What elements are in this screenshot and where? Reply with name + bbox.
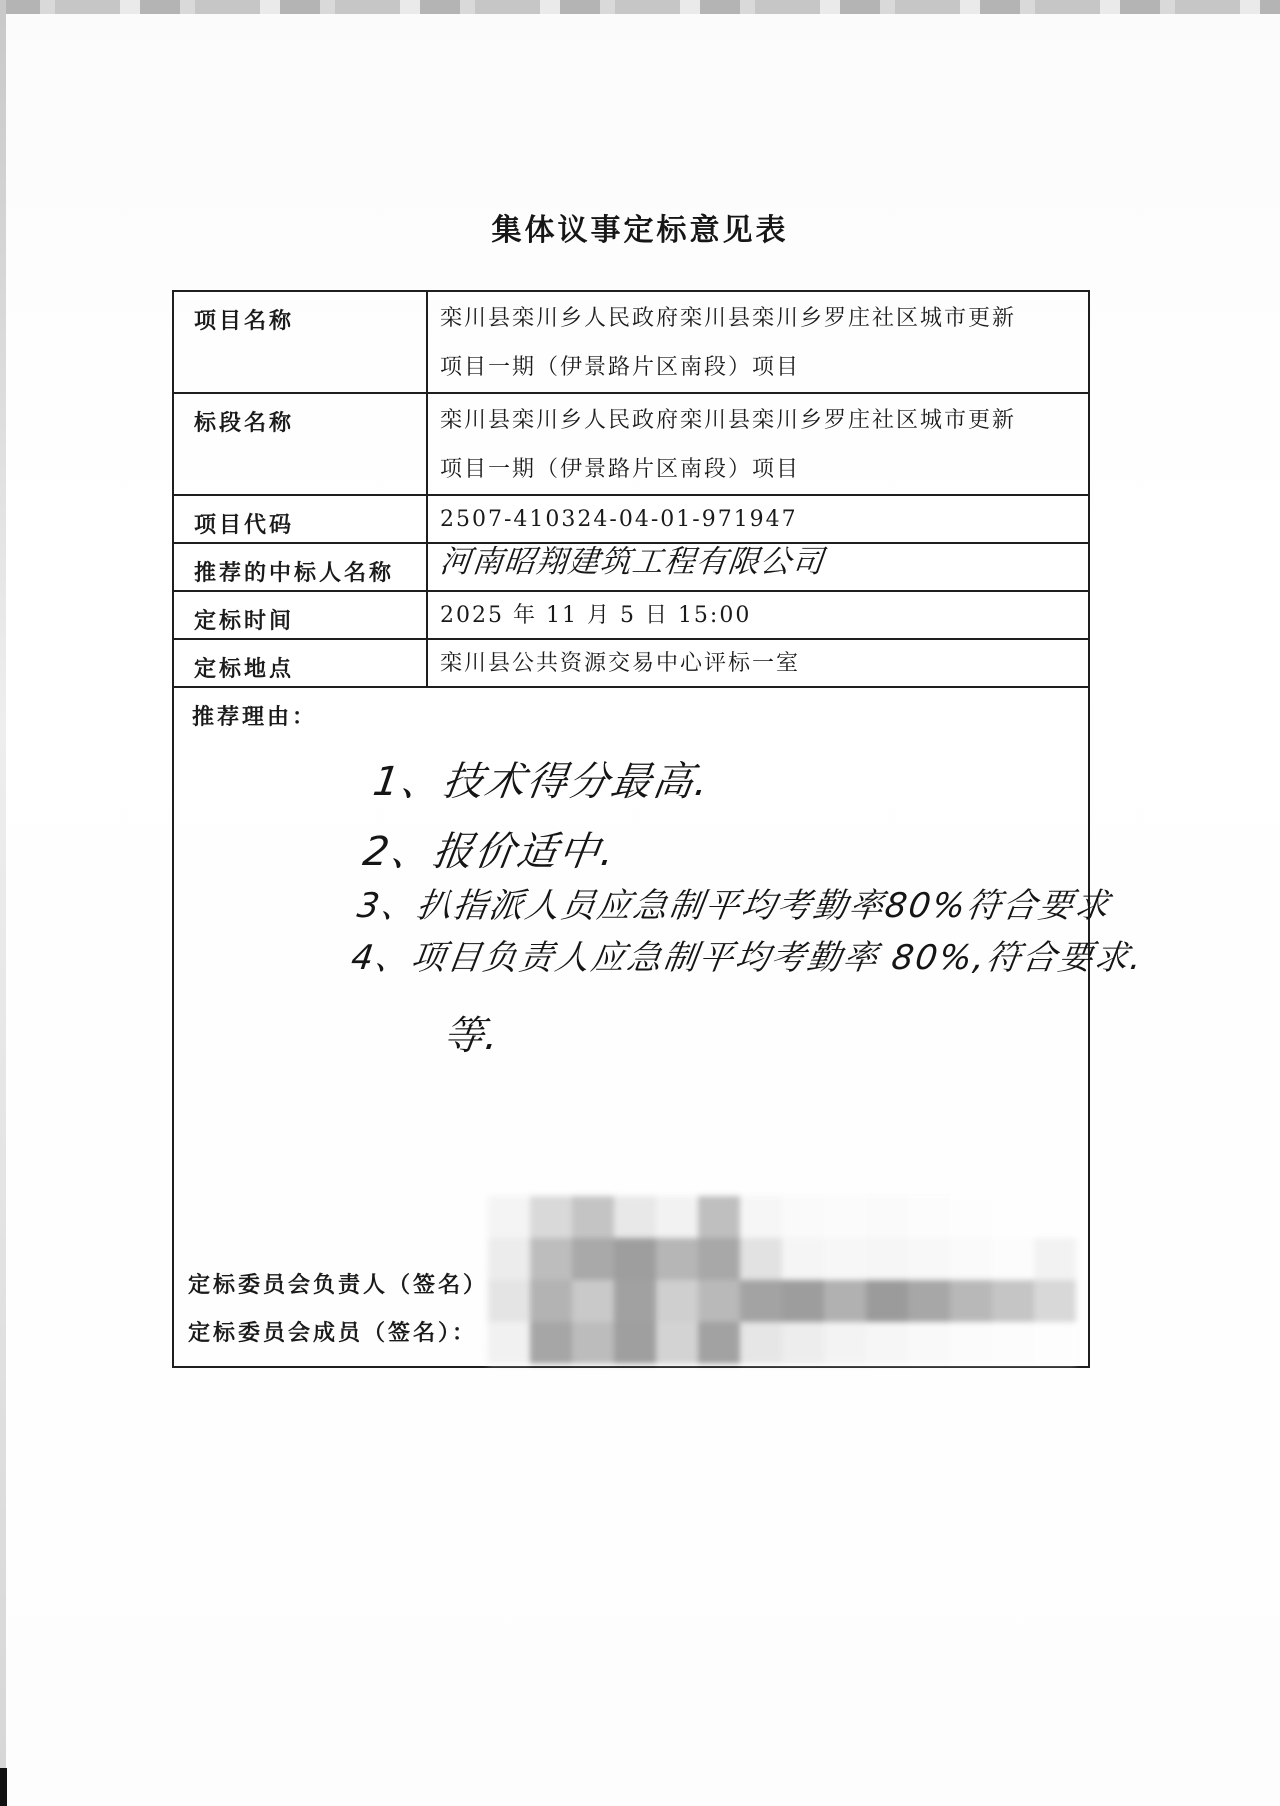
- value-recommended-winner: [427, 543, 1089, 591]
- value-section-name: [427, 393, 1089, 495]
- handwritten-winner-name: 河南昭翔建筑工程有限公司: [438, 544, 826, 580]
- row-section-name: [173, 393, 1089, 495]
- value-line: 项目一期（伊景路片区南段）项目: [440, 355, 801, 380]
- label-decision-time: 定标时间: [173, 591, 427, 639]
- row-project-code: [173, 495, 1089, 543]
- handwritten-reason-4: 4、项目负责人应急制平均考勤率 80%,符合要求.: [348, 938, 1146, 978]
- value-project-name: [427, 291, 1089, 393]
- row-decision-place: [173, 639, 1089, 687]
- row-decision-time: [173, 591, 1089, 639]
- handwritten-reason-5: 等.: [440, 1013, 504, 1059]
- value-decision-time: 2025 年 11 月 5 日 15:00: [427, 591, 1089, 639]
- value-line: 栾川县栾川乡人民政府栾川县栾川乡罗庄社区城市更新: [440, 408, 1017, 433]
- label-decision-place: 定标地点: [173, 639, 427, 687]
- row-recommended-winner: [173, 543, 1089, 591]
- handwritten-reason-1: 1、技术得分最高.: [370, 759, 713, 805]
- label-section-name: 标段名称: [173, 393, 427, 495]
- label-project-name: 项目名称: [173, 291, 427, 393]
- handwritten-reason-3: 3、扒指派人员应急制平均考勤率80%符合要求: [354, 886, 1114, 926]
- document-title: 集体议事定标意见表: [491, 213, 789, 248]
- label-recommendation-reason: 推荐理由：: [192, 705, 318, 730]
- value-line: 项目一期（伊景路片区南段）项目: [440, 457, 801, 482]
- scan-corner-mark: [0, 1768, 7, 1806]
- row-project-name: [173, 291, 1089, 393]
- scan-edge-left: [0, 0, 6, 1806]
- value-project-code: 2507-410324-04-01-971947: [427, 495, 1089, 543]
- label-committee-leader-signature: 定标委员会负责人（签名）: [188, 1273, 489, 1298]
- label-project-code: 项目代码: [173, 495, 427, 543]
- value-line: 栾川县栾川乡人民政府栾川县栾川乡罗庄社区城市更新: [440, 306, 1017, 331]
- value-decision-place: 栾川县公共资源交易中心评标一室: [427, 639, 1089, 687]
- label-committee-members-signature: 定标委员会成员（签名）：: [188, 1321, 478, 1346]
- label-recommended-winner: 推荐的中标人名称: [173, 543, 427, 591]
- redacted-signatures: [488, 1196, 1076, 1364]
- scan-edge-top: [0, 0, 1280, 14]
- handwritten-reason-2: 2、报价适中.: [360, 829, 619, 875]
